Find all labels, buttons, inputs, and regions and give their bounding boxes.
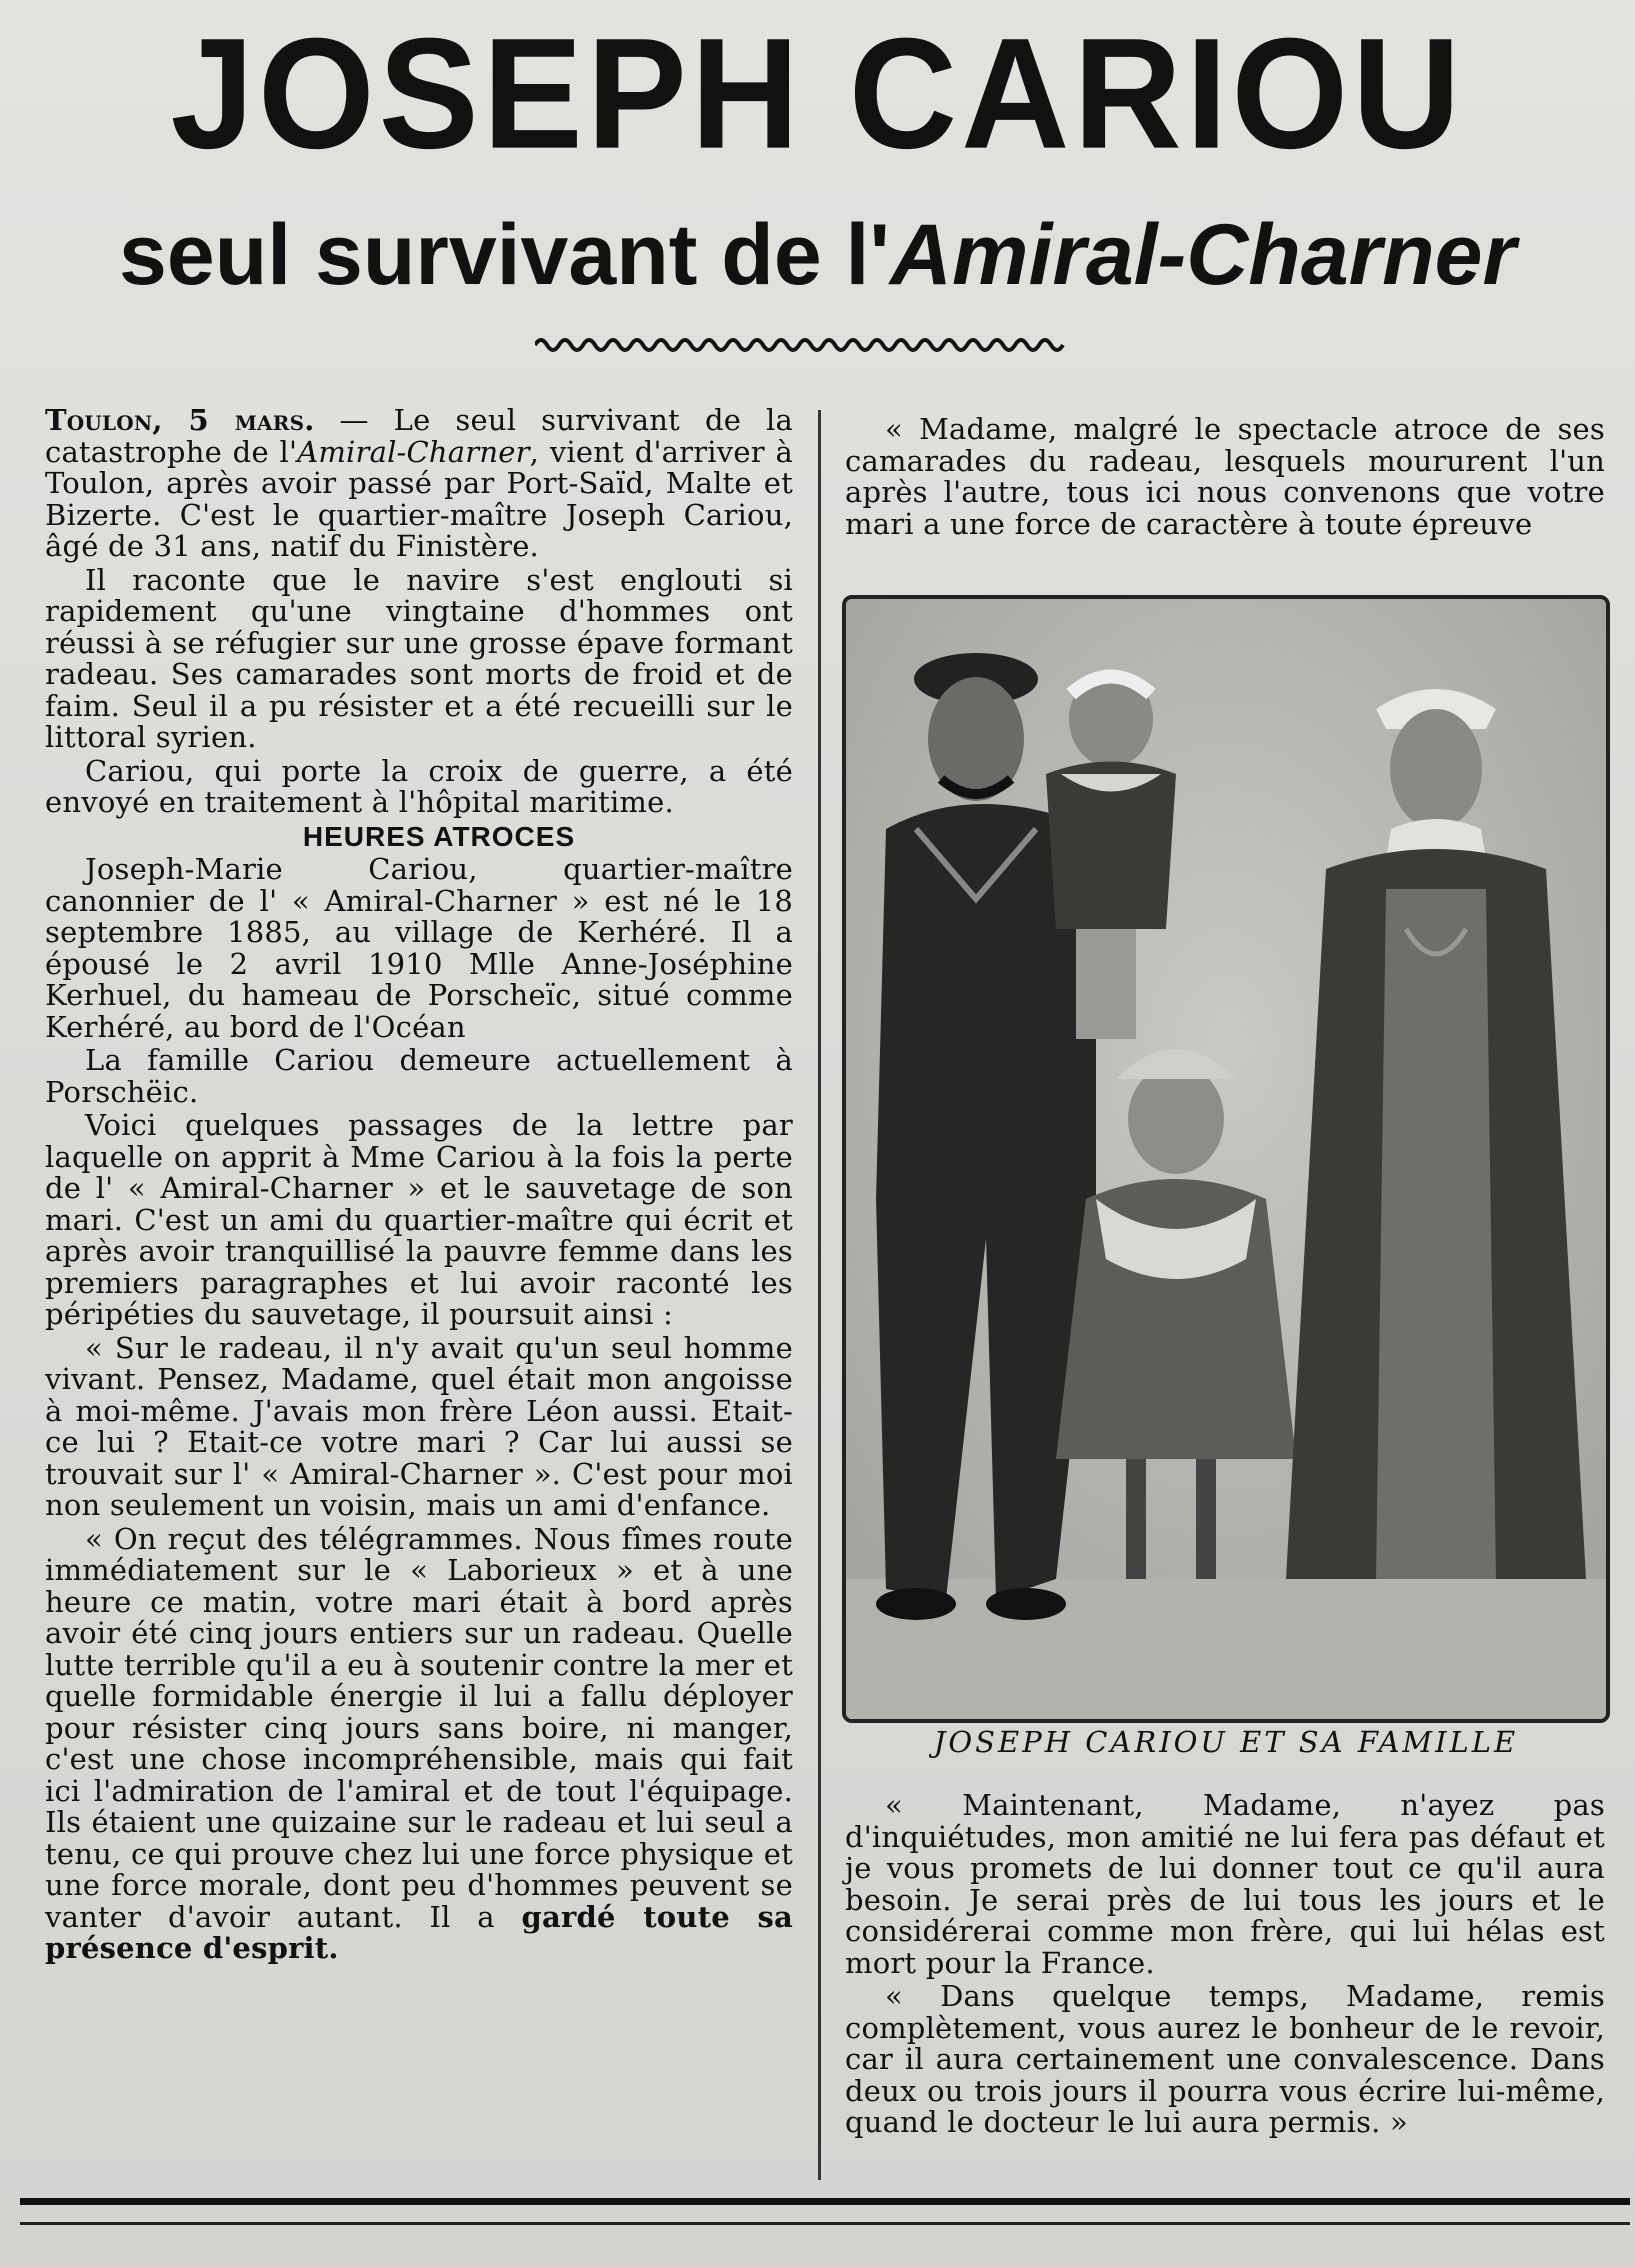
subhead-ship-name: Amiral-Charner [889,207,1516,303]
right-column-bottom [845,1790,1605,2141]
column-divider [818,410,821,2180]
wavy-ornament [535,333,1065,357]
body-paragraph-1: Joseph-Marie Cariou, quartier-maître canonnier de l' « Amiral-Charner » est né le 18 septembre 1885, au village de Kerhéré. Il a épousé le 2 avril 1910 Mlle Anne-Joséphine Kerhuel, du hameau de Porscheïc, situé comme Kerhéré, au bord de l'Océan [45,852,793,1044]
right-column-top [845,414,1605,542]
body-paragraph-5: « On reçut des télégrammes. Nous fîmes route immédiatement sur le « Laborieux » et à une heure ce matin, votre mari était à bord après avoir été cinq jours entiers sur un radeau. Quelle lutte terrible qu'il a eu à soutenir contre la mer et quelle formidable énergie il lui a fallu déployer pour résister cinq jours sans boire, ni manger, c'est une chose incompréhensible, mais qui fait ici l'admiration de l'amiral et de tout l'équipage. Ils étaient une quizaine sur le radeau et lui seul a tenu, ce qui prouve chez lui une force physique et une force morale, dont peu d'hommes peuvent se vanter d'avoir autant. Il a gardé toute sa présence d'esprit. [45,1521,793,1965]
subhead-prefix: seul survivant de l' [119,207,890,303]
headline: JOSEPH CARIOU [170,4,1465,182]
dispatch-paragraph-2: Il raconte que le navire s'est englouti si rapidement qu'une vingtaine d'hommes ont réussi à se réfugier sur une grosse épave formant radeau. Ses camarades sont morts de froid et de faim. Seul il a pu résister et a été recueilli sur le littoral syrien. [45,562,793,754]
dateline: Toulon, 5 mars. [45,403,315,437]
letter-paragraph-2: « Maintenant, Madame, n'ayez pas d'inquiétudes, mon amitié ne lui fera pas défaut et je vous promets de lui donner tout ce qu'il aura besoin. Je serai près de lui tous les jours et le considérerai comme mon frère, qui lui hélas est mort pour la France. [845,1788,1605,1980]
letter-paragraph-3: « Dans quelque temps, Madame, remis complètement, vous aurez le bonheur de le revoir, car il aura certainement une convalescence. Dans deux ou trois jours il pourra vous écrire lui-même, quand le docteur le lui aura permis. » [845,1979,1605,2139]
family-photo-illustration [846,599,1606,1719]
bottom-rule-thick [20,2198,1630,2205]
dispatch-paragraph-3: Cariou, qui porte la croix de guerre, a été envoyé en traitement à l'hôpital maritime. [45,753,793,819]
family-photograph [842,595,1610,1723]
body-paragraph-2: La famille Cariou demeure actuellement à Porschëic. [45,1043,793,1109]
letter-paragraph: « Madame, malgré le spectacle atroce de ses camarades du radeau, lesquels moururent l'un après l'autre, tous ici nous convenons que votre mari a une force de caractère à toute épreuve [845,412,1605,541]
dispatch-paragraph: Toulon, 5 mars. — Le seul survivant de la catastrophe de l'Amiral-Charner, vient d'arriver à Toulon, après avoir passé par Port-Saïd, Malte et Bizerte. C'est le quartier-maître Joseph Cariou, âgé de 31 ans, natif du Finistère. [45,403,793,563]
body-paragraph-3: Voici quelques passages de la lettre par laquelle on apprit à Mme Cariou à la fois la perte de l' « Amiral-Charner » et le sauvetage de son mari. C'est un ami du quartier-maître qui écrit et après avoir tranquillisé la pauvre femme dans les premiers paragraphes et lui avoir raconté les péripéties du sauvetage, il poursuit ainsi : [45,1108,793,1331]
bottom-rule-thin [20,2222,1630,2225]
photo-caption: JOSEPH CARIOU ET SA FAMILLE [933,1725,1519,1759]
left-column [45,405,793,1967]
section-title: HEURES ATROCES [302,820,576,852]
body-paragraph-4: « Sur le radeau, il n'y avait qu'un seul homme vivant. Pensez, Madame, quel était mon angoisse à moi-même. J'avais mon frère Léon aussi. Etait-ce lui ? Etait-ce votre mari ? Car lui aussi se trouvait sur l' « Amiral-Charner ». C'est pour moi non seulement un voisin, mais un ami d'enfance. [45,1330,793,1522]
subheadline [0,205,1635,305]
